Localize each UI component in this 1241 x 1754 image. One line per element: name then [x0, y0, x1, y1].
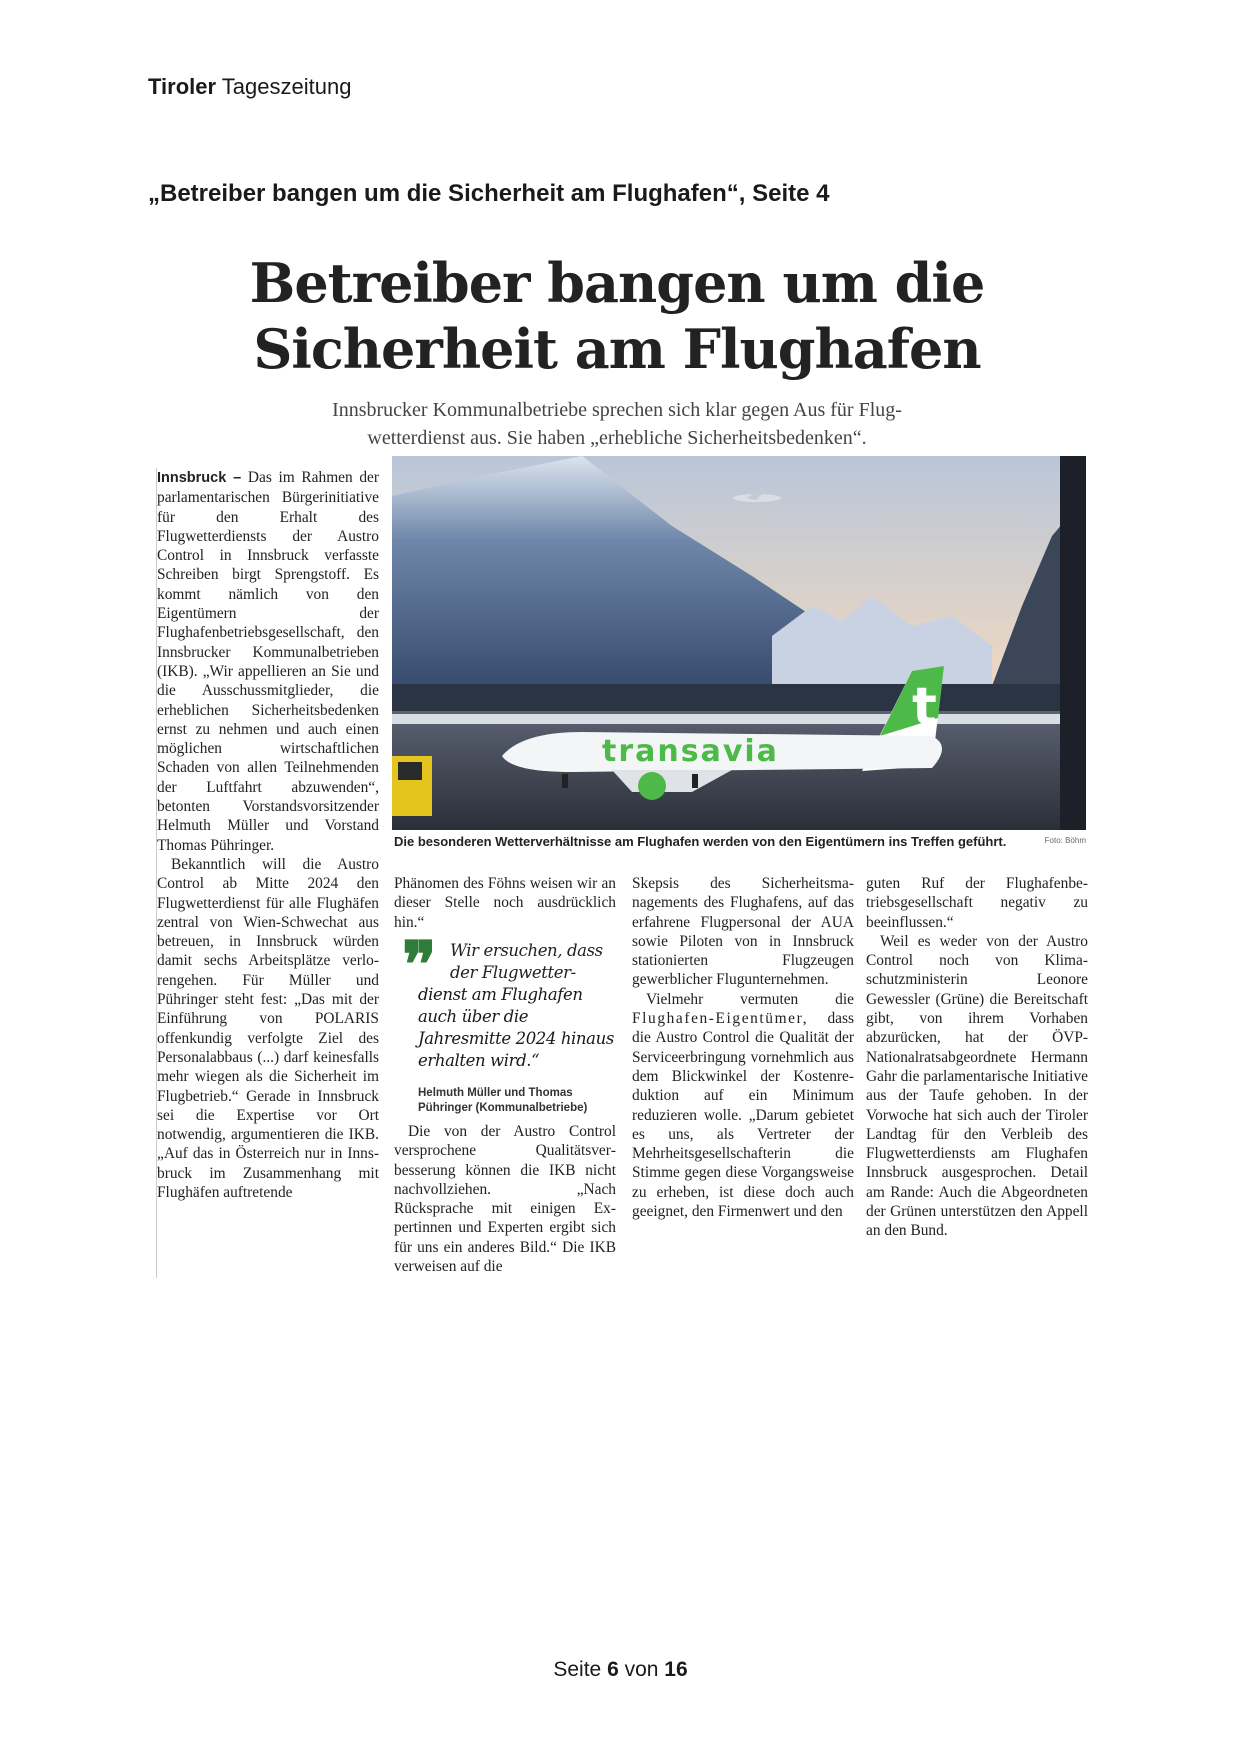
article-column-3 — [632, 874, 854, 1278]
engine — [638, 772, 666, 800]
column-2-paragraph-2: Die von der Austro Control versprochene Qualitätsverbesserung können die IKB nicht nachvollziehen. „Nach Rücksprache mit einigen Expertinnen und Experten ergibt sich für uns ein anderes Bild.“ Die IKB verweisen auf die — [394, 1123, 616, 1276]
svg-text:t: t — [912, 677, 937, 737]
pull-quote-text-2: dienst am Flughafen auch über die Jahresmitte 2024 hinaus erhalten wird.“ — [418, 985, 614, 1070]
article-column-2-continued — [394, 1122, 616, 1278]
column-4-paragraph-1: guten Ruf der Flughafenbetriebsgesellschaft negativ zu beeinflussen.“ — [866, 875, 1088, 931]
ground-vehicle — [392, 756, 432, 816]
headline-line-1: Betreiber bangen um die — [249, 251, 985, 315]
column-3-paragraph-2 — [632, 990, 854, 1222]
article-column-4 — [866, 874, 1088, 1278]
page-current: 6 — [607, 1658, 619, 1681]
dateline: Innsbruck – — [157, 470, 242, 486]
article-column-1 — [156, 468, 379, 1278]
airport-photo — [392, 456, 1086, 830]
headline-line-2: Sicherheit am Flughafen — [253, 317, 981, 381]
utility-pole — [1060, 456, 1086, 830]
page-total: 16 — [664, 1658, 688, 1681]
deck-line-1: Innsbrucker Kommunalbetriebe sprechen sich klar gegen Aus für Flug- — [332, 399, 902, 421]
column-3-paragraph-2-start: Vielmehr vermuten die — [646, 990, 854, 1008]
column-2-paragraph-1: Phänomen des Föhns weisen wir an dieser Stelle noch ausdrücklich hin.“ — [394, 875, 616, 931]
quote-mark-icon: ❞ — [402, 928, 437, 1003]
publication-name-rest: Tageszeitung — [221, 74, 352, 99]
headline — [148, 250, 1086, 382]
pull-quote-source: Helmuth Müller und Thomas Pühringer (Kommunalbetriebe) — [418, 1087, 588, 1114]
deck-line-2: wetterdienst aus. Sie haben „erhebliche Sicherheitsbedenken“. — [367, 427, 867, 449]
column-3-spaced-word: Flughafen-Eigentümer, — [632, 1010, 809, 1028]
column-1-paragraph-1-text: Das im Rahmen der parlamentarischen Bürgerinitiative für den Erhalt des Flugwetterdiensts der Austro Control in Innsbruck verfasste Schreiben birgt Sprengstoff. Es kommt nämlich von den Eigentümern der Flughafenbetriebsgesellschaft, den Innsbrucker Kommunalbetrieben (IKB). „Wir appellieren an Sie und die Ausschussmitglieder, die erheblichen Sicherheitsbedenken ernst zu nehmen und auch einen möglichen wirtschaftlichen Schaden von allen Teilnehmenden der Luftfahrt abzuwenden“, betonten Vorstandsvorsitzender Helmuth Müller und Vorstand Thomas Pühringer. — [157, 469, 379, 854]
snow-strip — [392, 714, 1086, 724]
photo-caption: Die besonderen Wetterverhältnisse am Flughafen werden von den Eigentümern ins Treffen geführt. — [394, 834, 1007, 849]
photo-credit: Foto: Böhm — [1044, 836, 1086, 845]
column-1-paragraph-2: Bekanntlich will die Austro Control ab Mitte 2024 den Flugwetterdienst für alle Flughäfen zentral von Wien-Schwechat aus betreuen, in Innsbruck würden damit sechs Arbeitsplätze verlorengehen. Für Müller und Pühringer steht fest: „Das mit der Einführung von POLARIS offenkundig verfolgte Ziel des Personalabbaus (...) darf keinesfalls mehr wiegen als die Sicherheit im Flugbetrieb.“ Gerade in Innsbruck sei die Expertise vor Ort notwendig, argumentieren die IKB. „Auf das in Österreich nur in Innsbruck im Zusammenhang mit Flughäfen auftretende — [157, 855, 379, 1201]
pull-quote-text-1: Wir ersuchen, dass der Flugwetter- — [450, 941, 603, 982]
article-reference: „Betreiber bangen um die Sicherheit am Flughafen“, Seite 4 — [148, 180, 830, 207]
runway-ground — [392, 711, 1086, 830]
article-column-2 — [394, 874, 616, 932]
tree-line — [392, 684, 1086, 714]
page-number — [0, 1658, 1241, 1682]
publication-name-bold: Tiroler — [148, 74, 217, 99]
pull-quote — [394, 928, 616, 1116]
column-3-paragraph-1: Skepsis des Sicherheitsmanagements des Flughafens, auf das erfahrene Flugpersonal der AUA sowie Piloten von in Innsbruck stationierten Flugzeugen gewerblicher Flugunternehmen. — [632, 875, 854, 989]
deck — [258, 396, 976, 452]
newspaper-clipping — [148, 250, 1086, 1280]
column-3-paragraph-2-rest: dass die Austro Control die Qualität der Serviceerbringung vornehmlich aus dem Blickwinkel der Kostenreduktion auf ein Minimum reduzieren wolle. „Darum gebietet es uns, als Vertreter der Mehrheitsgesellschafterin die Stimme gegen diese Vorgangsweise zu erheben, ist diese doch auch geeignet, den Firmenwert und den — [632, 1010, 854, 1221]
column-1-paragraph-1 — [157, 468, 379, 855]
page-separator: von — [624, 1658, 659, 1681]
page-prefix: Seite — [553, 1658, 602, 1681]
livery-text: transavia — [602, 734, 779, 769]
photo-caption-row — [394, 834, 1086, 849]
publication-name — [148, 74, 351, 100]
column-4-paragraph-2: Weil es weder von der Austro Control noch von Klimaschutzministerin Leonore Gewessler (Grüne) die Bereitschaft gibt, von ihrem Vorhaben abzurücken, hat der ÖVP-Nationalratsabgeordnete Hermann Gahr die parlamentarische Initiative aus der Taufe gehoben. In der Vorwoche hat sich auch der Tiroler Landtag für den Verbleib des Flugwetterdiensts am Flughafen Innsbruck ausgesprochen. Detail am Rande: Auch die Abgeordneten der Grünen unterstützen den Appell an den Bund. — [866, 932, 1088, 1240]
